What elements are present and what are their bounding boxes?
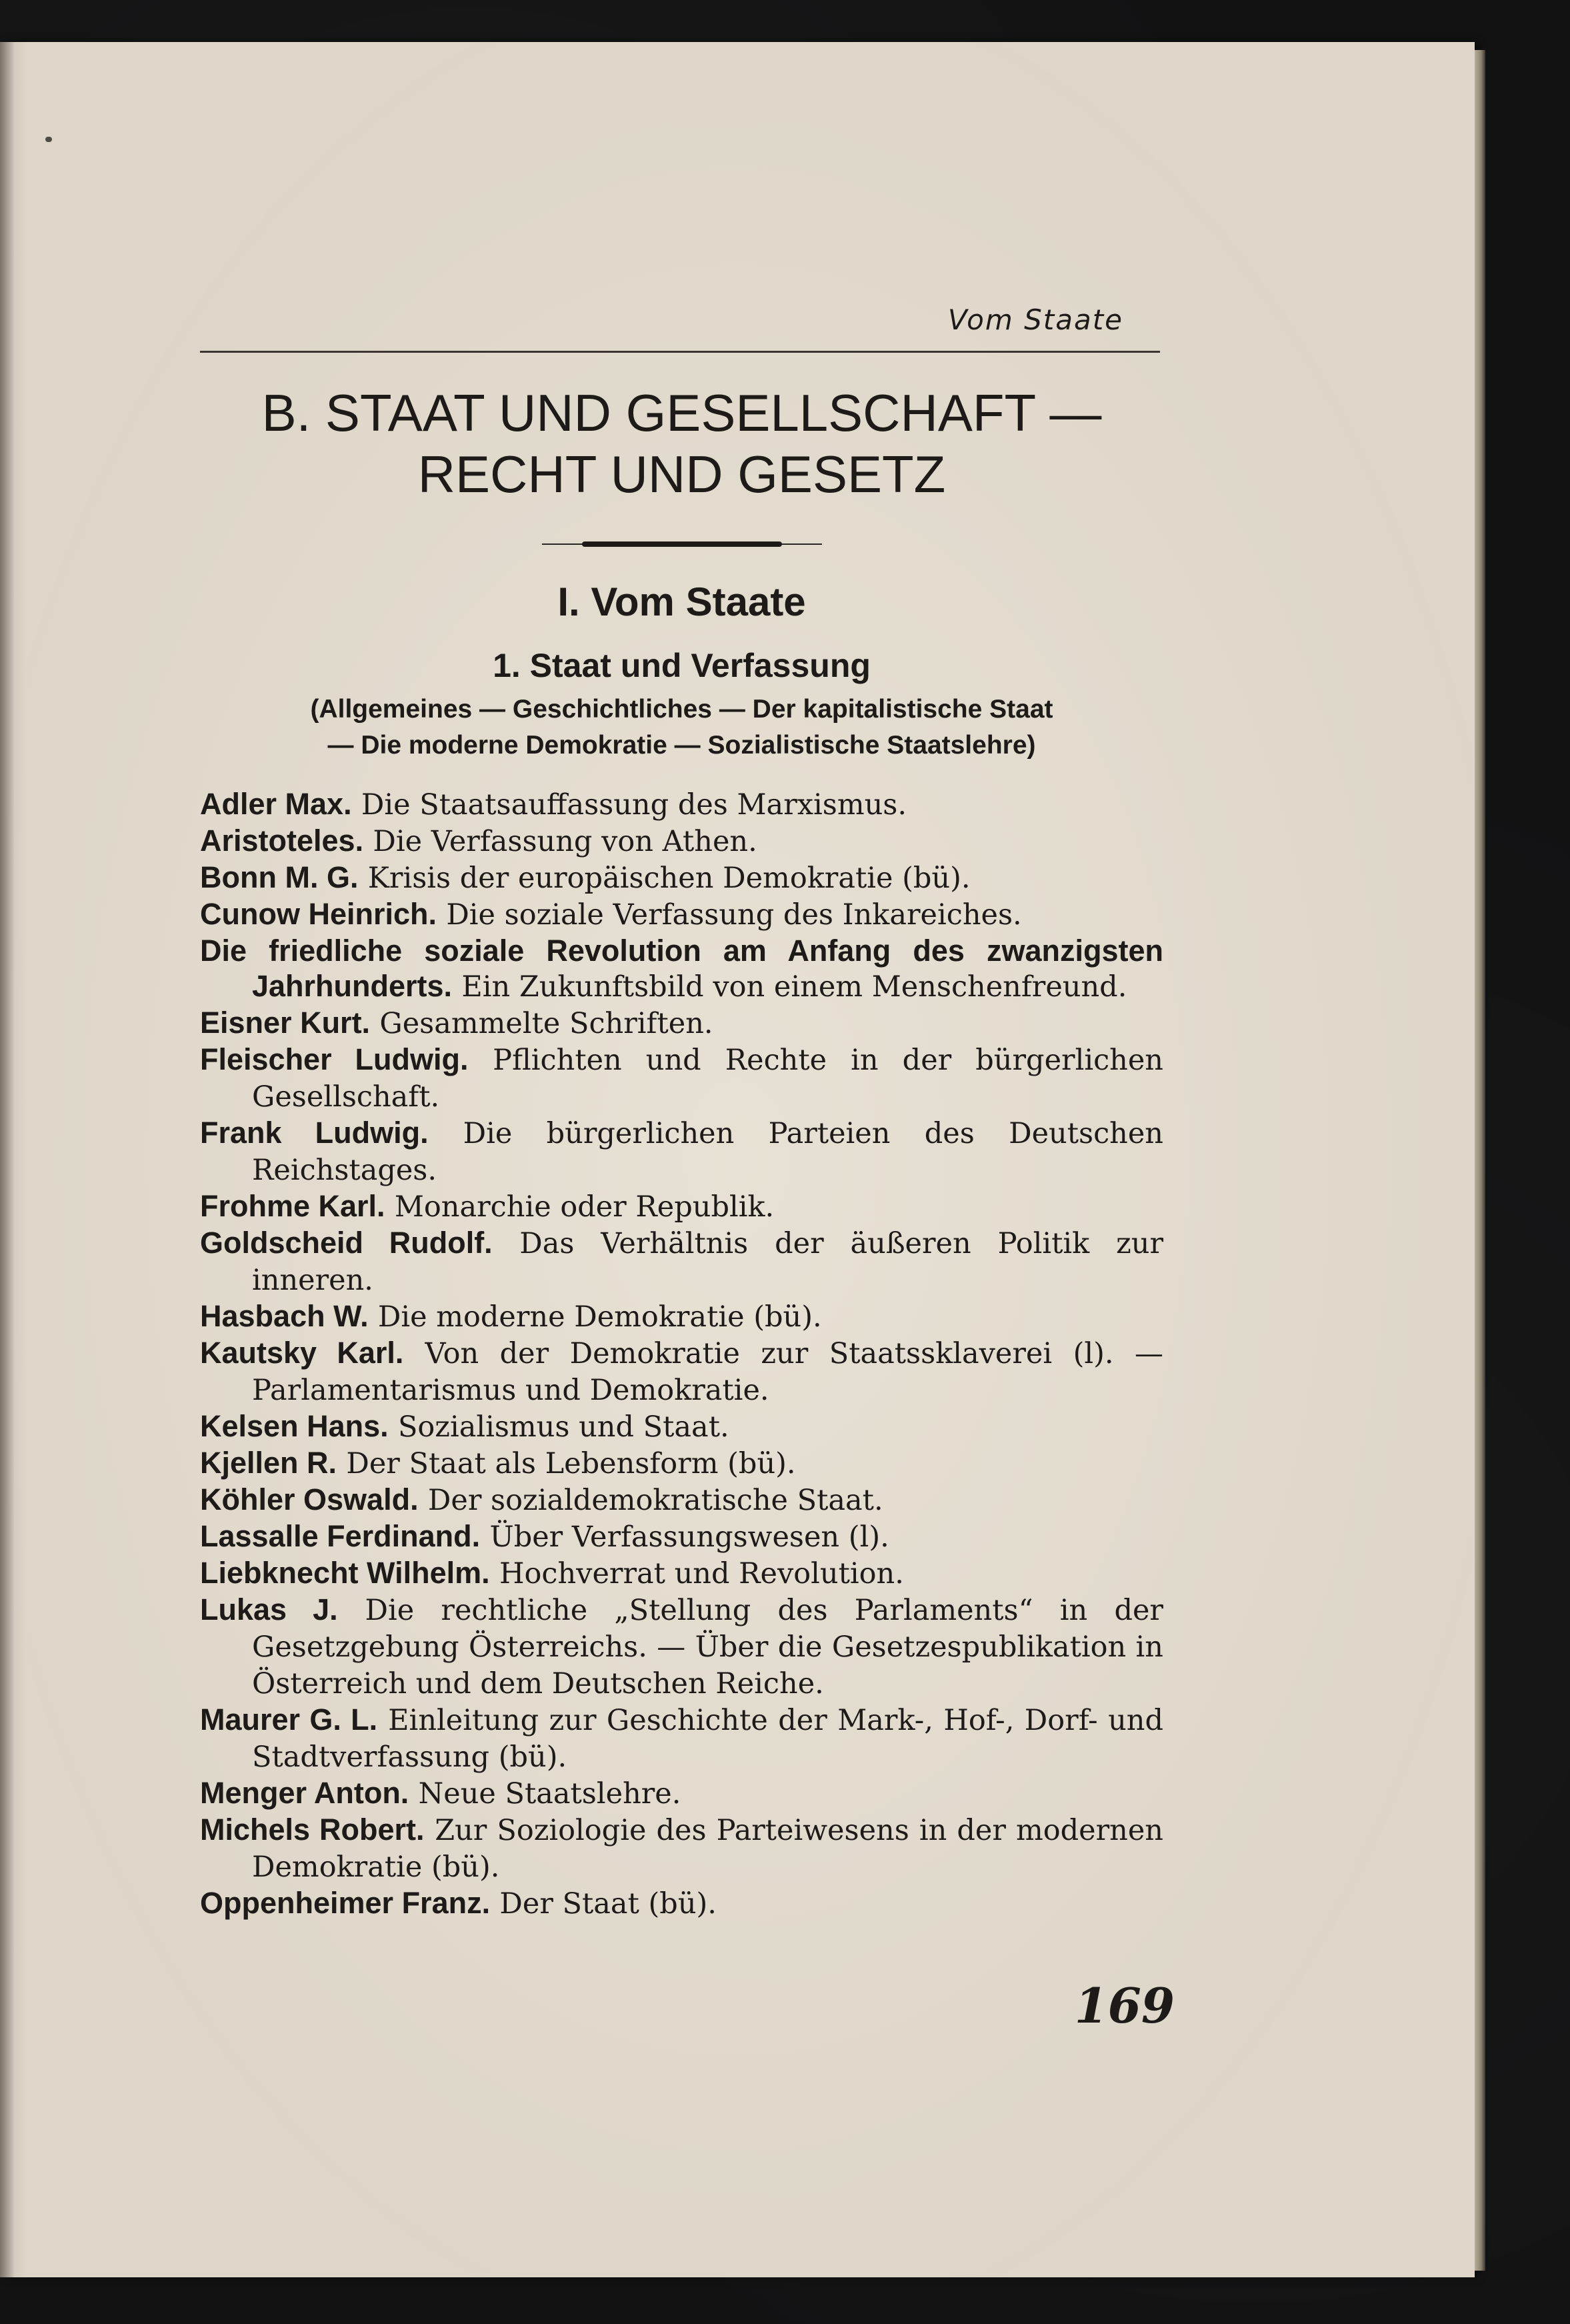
bibliography-entry xyxy=(200,1042,1163,1115)
page-edge xyxy=(1475,50,1485,2271)
bibliography-entry xyxy=(200,1188,1163,1225)
entry-author: Köhler Oswald. xyxy=(200,1482,419,1516)
page-number: 169 xyxy=(1074,1977,1175,2034)
bibliography-entry xyxy=(200,896,1163,933)
bibliography-entry xyxy=(200,860,1163,896)
bibliography-entry xyxy=(200,1555,1163,1592)
entry-title: Gesammelte Schriften. xyxy=(379,1007,713,1040)
entry-title: Pflichten und Rechte in der bürgerlichen Gesellschaft. xyxy=(252,1044,1163,1114)
entry-author: Liebknecht Wilhelm. xyxy=(200,1556,490,1590)
entry-title: Der Staat (bü). xyxy=(499,1887,717,1921)
bibliography-entry xyxy=(200,1885,1163,1922)
entry-title: Sozialismus und Staat. xyxy=(397,1410,729,1444)
entry-author: Kautsky Karl. xyxy=(200,1336,404,1370)
entry-title: Die soziale Verfassung des Inkareiches. xyxy=(446,898,1022,932)
entry-title: Der Staat als Lebensform (bü). xyxy=(346,1447,796,1480)
bibliography-entry xyxy=(200,1592,1163,1702)
subsection-title: 1. Staat und Verfassung xyxy=(493,647,871,684)
entry-author: Hasbach W. xyxy=(200,1299,369,1333)
entry-author: Frank Ludwig. xyxy=(200,1116,429,1150)
entry-author: Kelsen Hans. xyxy=(200,1409,389,1443)
bibliography-entry xyxy=(200,1775,1163,1812)
entry-title: Die Staatsauffassung des Marxismus. xyxy=(361,788,907,822)
header-rule xyxy=(200,351,1160,353)
entry-title: Ein Zukunftsbild von einem Menschenfreund. xyxy=(461,970,1127,1004)
chapter-title: I. Vom Staate xyxy=(557,579,806,624)
bibliography-entry xyxy=(200,1702,1163,1775)
entry-title: Der sozialdemokratische Staat. xyxy=(427,1484,883,1517)
entry-title: Das Verhältnis der äußeren Politik zur inneren. xyxy=(252,1227,1164,1297)
subsection-note-line-1: (Allgemeines — Geschichtliches — Der kapitalistische Staat xyxy=(310,695,1053,724)
entry-author: Oppenheimer Franz. xyxy=(200,1886,491,1920)
entry-author: Lassalle Ferdinand. xyxy=(200,1519,481,1553)
entry-author: Bonn M. G. xyxy=(200,860,359,894)
entry-author: Michels Robert. xyxy=(200,1813,425,1847)
entry-author: Aristoteles. xyxy=(200,824,364,858)
entry-title: Neue Staatslehre. xyxy=(418,1777,681,1811)
entry-title: Über Verfassungswesen (l). xyxy=(489,1520,889,1554)
bibliography-entry xyxy=(200,1005,1163,1042)
bibliography-entry xyxy=(200,1225,1163,1298)
spine-shadow xyxy=(0,42,15,2277)
entry-author: Cunow Heinrich. xyxy=(200,897,437,931)
entry-title: Hochverrat und Revolution. xyxy=(499,1557,904,1590)
entry-author: Adler Max. xyxy=(200,787,352,821)
entry-title: Zur Soziologie des Parteiwesens in der modernen Demokratie (bü). xyxy=(252,1814,1163,1884)
page-content xyxy=(200,293,1163,1922)
entry-title: Monarchie oder Republik. xyxy=(394,1190,775,1224)
entry-author: Goldscheid Rudolf. xyxy=(200,1226,493,1260)
section-title-line-1: B. STAAT UND GESELLSCHAFT — xyxy=(261,383,1102,442)
bibliography-entry xyxy=(200,1482,1163,1518)
entry-author: Lukas J. xyxy=(200,1592,338,1626)
bibliography-entry xyxy=(200,1518,1163,1555)
bibliography-entry xyxy=(200,1298,1163,1335)
entry-author: Menger Anton. xyxy=(200,1776,409,1810)
entry-author: Kjellen R. xyxy=(200,1446,337,1480)
bibliography-list xyxy=(200,786,1163,1922)
bibliography-entry xyxy=(200,1445,1163,1482)
entry-author: Fleischer Ludwig. xyxy=(200,1042,469,1076)
entry-title: Die rechtliche „Stellung des Parlaments“ in der Gesetzgebung Österreichs. — Über die Gesetzespublikation in Österreich und dem Deutschen Reiche. xyxy=(252,1594,1163,1700)
bibliography-entry xyxy=(200,933,1163,1005)
entry-title: Einleitung zur Geschichte der Mark-, Hof-, Dorf- und Stadtverfassung (bü). xyxy=(252,1704,1163,1774)
entry-title: Die Verfassung von Athen. xyxy=(373,825,757,858)
section-title xyxy=(200,382,1163,505)
entry-title: Die bürgerlichen Parteien des Deutschen Reichstages. xyxy=(252,1117,1163,1187)
bibliography-entry xyxy=(200,1408,1163,1445)
section-title-line-2: RECHT UND GESETZ xyxy=(417,445,946,503)
subsection-note-line-2: — Die moderne Demokratie — Sozialistische Staatslehre) xyxy=(327,731,1036,760)
entry-title: Die moderne Demokratie (bü). xyxy=(377,1300,822,1334)
bibliography-entry xyxy=(200,786,1163,823)
bibliography-entry xyxy=(200,823,1163,860)
entry-author: Maurer G. L. xyxy=(200,1702,378,1736)
entry-title: Von der Demokratie zur Staatssklaverei (l). — Parlamentarismus und Demokratie. xyxy=(252,1337,1164,1407)
entry-author: Frohme Karl. xyxy=(200,1189,385,1223)
bibliography-entry xyxy=(200,1115,1163,1188)
ink-smudge xyxy=(45,137,52,142)
subsection-note xyxy=(200,692,1163,764)
entry-title: Krisis der europäischen Demokratie (bü). xyxy=(367,862,971,895)
entry-author: Die friedliche soziale Revolution am Anfang des zwanzigsten Jahrhunderts. xyxy=(200,934,1163,1003)
bibliography-entry xyxy=(200,1335,1163,1408)
ornament-rule xyxy=(542,539,822,549)
running-head: Vom Staate xyxy=(947,303,1123,336)
bibliography-entry xyxy=(200,1812,1163,1885)
entry-author: Eisner Kurt. xyxy=(200,1006,371,1040)
